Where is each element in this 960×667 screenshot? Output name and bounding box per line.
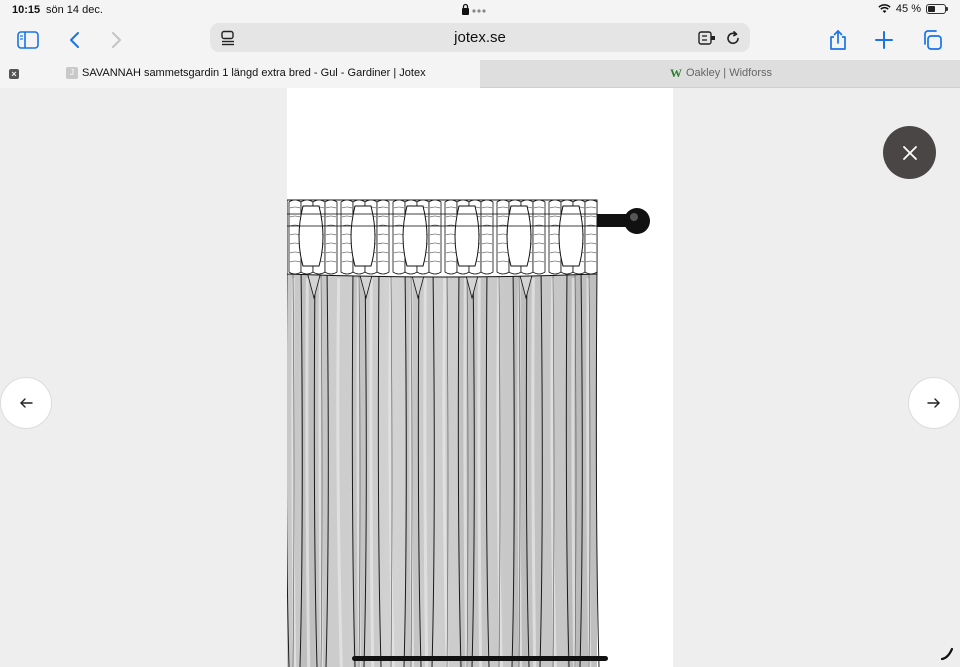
forward-button[interactable] <box>103 26 131 54</box>
status-time: 10:15 <box>12 4 41 16</box>
battery-percent: 45 % <box>895 3 921 15</box>
product-image[interactable] <box>287 88 673 667</box>
plus-icon <box>875 31 893 49</box>
tab-jotex[interactable] <box>0 60 480 88</box>
battery-icon <box>926 4 948 14</box>
close-lightbox-button[interactable] <box>883 126 936 179</box>
lock-dots-icon <box>461 3 501 17</box>
url-text[interactable]: jotex.se <box>454 29 506 46</box>
arrow-right-icon <box>927 397 941 409</box>
next-image-button[interactable] <box>908 377 960 429</box>
back-button[interactable] <box>60 26 88 54</box>
close-icon <box>902 145 918 161</box>
battery-level <box>928 6 935 12</box>
previous-image-button[interactable] <box>0 377 52 429</box>
share-button[interactable] <box>824 26 852 54</box>
tabs-icon <box>922 30 942 50</box>
home-indicator[interactable] <box>352 656 608 661</box>
tab-title: Oakley | Widforss <box>686 67 772 79</box>
share-icon <box>829 29 847 51</box>
browser-toolbar <box>0 20 960 60</box>
tab-bar <box>0 60 960 88</box>
jotex-favicon-icon: J <box>66 67 78 79</box>
address-bar[interactable] <box>210 23 750 52</box>
curtain-illustration <box>287 88 673 667</box>
widforss-favicon-icon: W <box>670 66 682 80</box>
chevron-left-icon <box>68 31 80 49</box>
pencil-scribble-icon <box>940 647 954 661</box>
tabs-overview-button[interactable] <box>918 26 946 54</box>
close-tab-icon[interactable]: × <box>9 69 19 79</box>
wifi-icon <box>878 4 891 14</box>
chevron-right-icon <box>111 31 123 49</box>
tab-widforss[interactable] <box>480 60 960 88</box>
status-right <box>878 3 948 15</box>
extension-icon[interactable] <box>698 29 716 47</box>
lightbox-overlay <box>0 88 960 667</box>
new-tab-button[interactable] <box>870 26 898 54</box>
tab-title: SAVANNAH sammetsgardin 1 längd extra bred - Gul - Gardiner | Jotex <box>82 67 426 79</box>
status-bar <box>0 0 960 20</box>
status-date: sön 14 dec. <box>46 4 103 16</box>
arrow-left-icon <box>19 397 33 409</box>
sidebar-toggle-button[interactable] <box>14 26 42 54</box>
sidebar-icon <box>17 31 39 49</box>
reload-icon[interactable] <box>724 29 742 47</box>
